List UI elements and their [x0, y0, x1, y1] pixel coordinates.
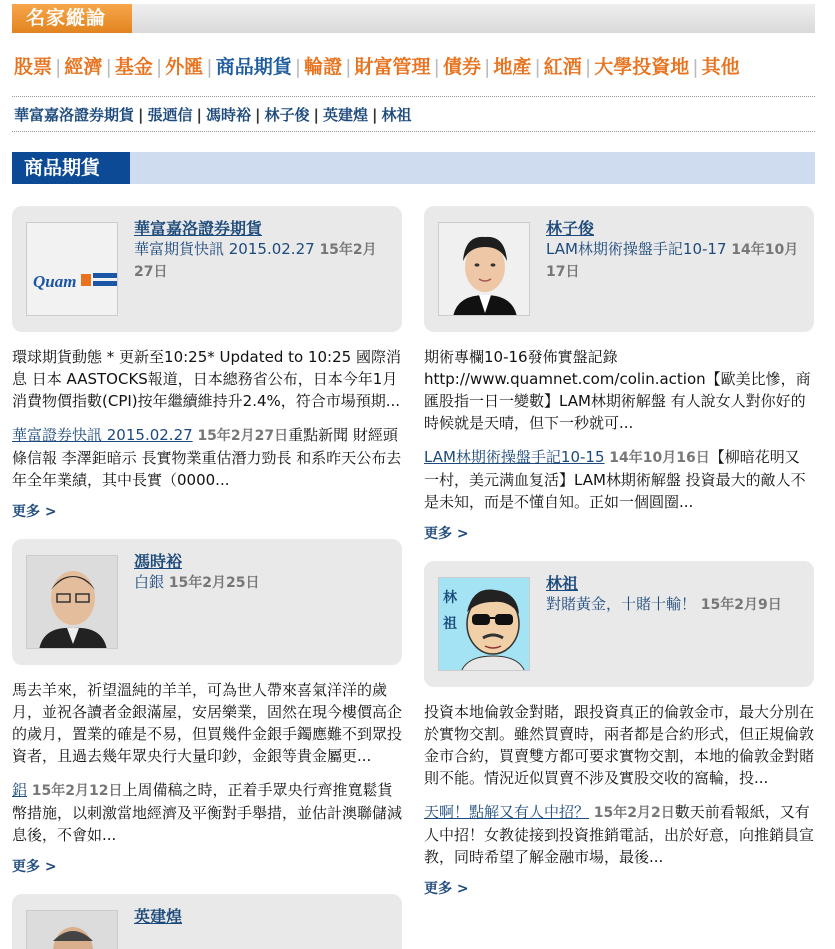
article-block — [12, 346, 402, 521]
article-excerpt: 投資本地倫敦金對賭，跟投資真正的倫敦金市，最大分別在於實物交割。雖然買賣時，兩者都是合約形式，但正規倫敦金市合約，買賣雙方都可要求實物交割，本地的倫敦金對賭則不能。情況近似買賣不涉及實股交收的窩輪，投... — [424, 703, 815, 787]
author-link[interactable]: 華富嘉洛證券期貨 — [14, 106, 135, 124]
category-link-commodities[interactable]: 商品期貨 — [215, 56, 292, 78]
article-link[interactable]: 鋁 — [12, 781, 28, 799]
author-link[interactable]: 林子俊 — [264, 106, 310, 124]
avatar[interactable] — [26, 222, 118, 316]
cartoon-avatar-icon — [439, 578, 530, 671]
author-card — [12, 206, 402, 332]
category-link-forex[interactable]: 外匯 — [165, 56, 204, 78]
card-text — [134, 551, 396, 594]
more-link[interactable]: 更多 > — [424, 526, 469, 542]
headline-link[interactable]: 白銀 — [134, 573, 165, 591]
article-excerpt-text: 上周備稿之時，正着手眾央行齊推寬鬆貨幣措施，以刺激當地經濟及平衡對手舉措，並估計澳聯儲減息後，不會如... — [12, 781, 403, 844]
person-photo-icon — [439, 223, 530, 316]
category-link-bonds[interactable]: 債券 — [442, 56, 481, 78]
section-title: 商品期貨 — [12, 152, 130, 184]
more-link[interactable]: 更多 > — [12, 859, 57, 875]
article-date: 14年10月16日 — [609, 450, 710, 466]
avatar[interactable] — [26, 910, 118, 949]
more-link[interactable]: 更多 > — [424, 881, 469, 897]
article-excerpt — [12, 779, 402, 846]
section-bar — [12, 152, 815, 184]
author-card — [424, 206, 814, 332]
avatar-char: 林 — [443, 590, 457, 606]
article-block — [12, 679, 402, 876]
article-date: 15年2月2日 — [593, 805, 675, 821]
category-link-funds[interactable]: 基金 — [114, 56, 153, 78]
category-link-economy[interactable]: 經濟 — [64, 56, 103, 78]
card-text — [134, 906, 396, 927]
headline-date: 15年2月27日 — [134, 242, 377, 280]
divider — [12, 131, 815, 132]
author-link[interactable]: 林祖 — [381, 106, 412, 124]
author-name[interactable]: 馮時裕 — [134, 552, 183, 571]
avatar[interactable] — [438, 222, 530, 316]
more-link[interactable]: 更多 > — [12, 504, 57, 520]
card-text — [134, 218, 396, 283]
card-text — [546, 573, 808, 616]
article-block — [424, 701, 814, 898]
category-link-warrants[interactable]: 輪證 — [304, 56, 343, 78]
author-card — [12, 894, 402, 949]
headline-link[interactable]: 華富期貨快訊 2015.02.27 — [134, 240, 315, 258]
logo-text: Quam — [33, 272, 77, 291]
top-header — [12, 4, 815, 33]
headline-date: 15年2月25日 — [168, 575, 260, 591]
avatar[interactable] — [26, 555, 118, 649]
article-link[interactable]: LAM林期術操盤手記10-15 — [424, 448, 605, 466]
author-link[interactable]: 張迺信 — [147, 106, 193, 124]
card-text — [546, 218, 808, 283]
author-name[interactable]: 林子俊 — [546, 219, 595, 238]
category-nav: 股票 | 經濟 | 基金 | 外匯 | 商品期貨 | 輪證 | 財富管理 | 債券 | 地產 | 紅酒 | 大學投資地 | 其他 — [14, 56, 740, 78]
category-link-wine[interactable]: 紅酒 — [543, 56, 582, 78]
person-photo-icon — [27, 911, 118, 949]
article-excerpt-text: 數天前看報紙，又有人中招！女教徒接到投資推銷電話，出於好意，向推銷員宣教，同時希望了解金融市場，最後... — [424, 803, 815, 866]
avatar-char: 祖 — [443, 616, 457, 632]
category-link-university[interactable]: 大學投資地 — [594, 56, 690, 78]
article-link[interactable]: 華富證券快訊 2015.02.27 — [12, 426, 193, 444]
avatar[interactable] — [438, 577, 530, 671]
author-nav: 華富嘉洛證券期貨 | 張迺信 | 馮時裕 | 林子俊 | 英建煌 | 林祖 — [14, 106, 412, 124]
author-card — [12, 539, 402, 665]
article-excerpt: 環球期貨動態 * 更新至10:25* Updated to 10:25 國際消息 日本 AASTOCKS報道，日本總務省公布，日本今年1月消費物價指數(CPI)按年繼續維持升2.4%，符合市場預期... — [12, 348, 401, 410]
article-excerpt — [424, 801, 814, 868]
quam-logo-icon — [27, 223, 118, 316]
left-column — [12, 206, 402, 949]
article-excerpt-text: 【柳暗花明又一村，美元满血复活】LAM林期術解盤 投資最大的敵人不是未知，而是不懂自知。正如一個圓圈... — [424, 448, 806, 511]
headline-date: 15年2月9日 — [700, 597, 782, 613]
article-excerpt-text: 重點新聞 財經頭條信報 李澤鉅暗示 長實物業重估潛力勁長 和系昨天公布去年全年業績，其中長實（0000... — [12, 426, 402, 489]
divider — [12, 96, 815, 97]
article-block — [424, 346, 814, 543]
article-date: 15年2月27日 — [197, 428, 289, 444]
article-excerpt — [424, 446, 814, 513]
article-excerpt: 馬去羊來，祈望溫純的羊羊，可為世人帶來喜氣洋洋的歲月，並祝各讀者金銀滿屋，安居樂業，固然在現今樓價高企的歲月，置業的確是不易，但買幾件金銀手鐲應難不到眾投資者，且過去幾年眾央行大量印鈔，金銀等貴金屬更... — [12, 681, 403, 765]
author-name[interactable]: 英建煌 — [134, 907, 183, 926]
article-excerpt: 期術專欄10-16發佈實盤記錄 http://www.quamnet.com/colin.action【歐美比慘，商匯股指一日一變數】LAM林期術解盤 有人說女人對你好的時候就是天晴，但下一秒就可... — [424, 348, 811, 432]
author-link[interactable]: 英建煌 — [323, 106, 369, 124]
category-link-others[interactable]: 其他 — [701, 56, 740, 78]
headline-date: 14年10月17日 — [546, 242, 799, 280]
category-link-wealth[interactable]: 財富管理 — [354, 56, 431, 78]
article-link[interactable]: 天啊！點解又有人中招？ — [424, 803, 590, 821]
article-excerpt — [12, 424, 402, 491]
article-date: 15年2月12日 — [31, 783, 123, 799]
category-link-stocks[interactable]: 股票 — [14, 56, 53, 78]
author-link[interactable]: 馮時裕 — [206, 106, 252, 124]
headline-link[interactable]: 對賭黃金，十賭十輸！ — [546, 595, 697, 613]
category-link-property[interactable]: 地產 — [493, 56, 532, 78]
header-title: 名家縱論 — [12, 4, 132, 33]
author-name[interactable]: 華富嘉洛證券期貨 — [134, 219, 263, 238]
right-column — [424, 206, 814, 916]
author-name[interactable]: 林祖 — [546, 574, 579, 593]
author-card — [424, 561, 814, 687]
person-photo-icon — [27, 556, 118, 649]
headline-link[interactable]: LAM林期術操盤手記10-17 — [546, 240, 727, 258]
